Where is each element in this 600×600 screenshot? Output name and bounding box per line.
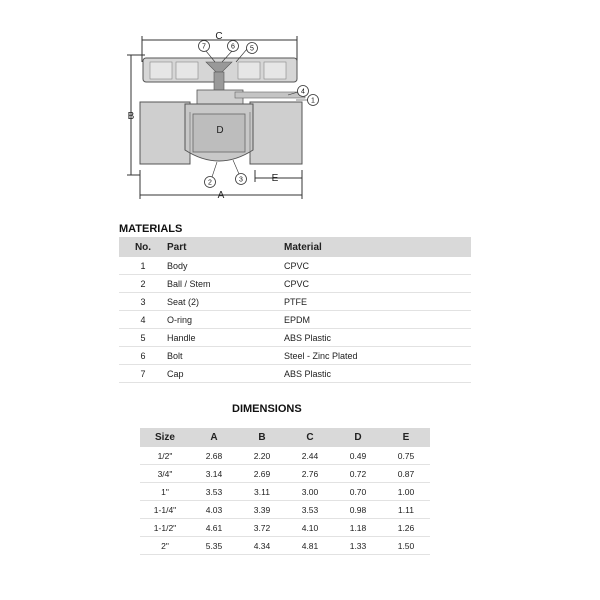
header-d: D xyxy=(334,428,382,447)
cell-b: 3.39 xyxy=(238,501,286,519)
cell-d: 1.18 xyxy=(334,519,382,537)
cell-a: 3.53 xyxy=(190,483,238,501)
callout-1: 1 xyxy=(311,97,315,105)
cell-c: 2.76 xyxy=(286,465,334,483)
cell-part: Seat (2) xyxy=(167,293,284,311)
cell-a: 2.68 xyxy=(190,447,238,465)
cell-size: 1/2" xyxy=(140,447,190,465)
cell-b: 3.11 xyxy=(238,483,286,501)
cell-a: 4.03 xyxy=(190,501,238,519)
callout-6: 6 xyxy=(231,43,235,51)
cell-e: 1.00 xyxy=(382,483,430,501)
callout-4: 4 xyxy=(301,88,305,96)
cell-part: Body xyxy=(167,257,284,275)
cell-part: Handle xyxy=(167,329,284,347)
dimensions-table xyxy=(140,428,430,555)
cell-b: 2.69 xyxy=(238,465,286,483)
cell-b: 3.72 xyxy=(238,519,286,537)
header-part: Part xyxy=(167,237,284,257)
stem xyxy=(214,72,224,92)
header-material: Material xyxy=(284,237,471,257)
cell-e: 1.11 xyxy=(382,501,430,519)
dimension-label-e: E xyxy=(271,173,279,184)
cell-no: 2 xyxy=(119,275,167,293)
table-row xyxy=(140,501,430,519)
table-row xyxy=(140,537,430,555)
header-no: No. xyxy=(119,237,167,257)
table-row xyxy=(140,519,430,537)
cell-b: 4.34 xyxy=(238,537,286,555)
cell-c: 3.00 xyxy=(286,483,334,501)
materials-title: MATERIALS xyxy=(119,223,183,235)
cell-material: CPVC xyxy=(284,257,471,275)
cell-e: 1.50 xyxy=(382,537,430,555)
cell-b: 2.20 xyxy=(238,447,286,465)
table-row xyxy=(119,293,471,311)
cell-no: 5 xyxy=(119,329,167,347)
table-row xyxy=(119,275,471,293)
cell-no: 3 xyxy=(119,293,167,311)
cell-material: PTFE xyxy=(284,293,471,311)
cell-a: 4.61 xyxy=(190,519,238,537)
cell-a: 5.35 xyxy=(190,537,238,555)
cell-size: 2" xyxy=(140,537,190,555)
cell-e: 0.75 xyxy=(382,447,430,465)
table-row xyxy=(119,257,471,275)
cell-c: 3.53 xyxy=(286,501,334,519)
cell-part: Cap xyxy=(167,365,284,383)
header-c: C xyxy=(286,428,334,447)
cell-material: ABS Plastic xyxy=(284,329,471,347)
table-row xyxy=(119,311,471,329)
cell-material: EPDM xyxy=(284,311,471,329)
cell-e: 1.26 xyxy=(382,519,430,537)
cell-part: O-ring xyxy=(167,311,284,329)
dimension-label-b: B xyxy=(127,111,135,122)
cell-no: 6 xyxy=(119,347,167,365)
cell-d: 1.33 xyxy=(334,537,382,555)
callout-5: 5 xyxy=(250,45,254,53)
cell-d: 0.49 xyxy=(334,447,382,465)
dimension-label-d: D xyxy=(216,125,224,136)
cell-size: 1-1/4" xyxy=(140,501,190,519)
cell-material: Steel - Zinc Plated xyxy=(284,347,471,365)
table-row xyxy=(119,347,471,365)
header-e: E xyxy=(382,428,430,447)
table-row xyxy=(119,329,471,347)
cell-part: Bolt xyxy=(167,347,284,365)
cell-d: 0.98 xyxy=(334,501,382,519)
cell-material: ABS Plastic xyxy=(284,365,471,383)
table-row xyxy=(140,483,430,501)
header-b: B xyxy=(238,428,286,447)
cell-d: 0.70 xyxy=(334,483,382,501)
header-a: A xyxy=(190,428,238,447)
cell-e: 0.87 xyxy=(382,465,430,483)
cell-c: 4.10 xyxy=(286,519,334,537)
table-row xyxy=(140,447,430,465)
dimensions-title: DIMENSIONS xyxy=(232,403,302,415)
dimension-label-c: C xyxy=(215,31,223,42)
table-row xyxy=(140,465,430,483)
materials-table xyxy=(119,237,471,383)
materials-header-row xyxy=(119,237,471,257)
cell-no: 1 xyxy=(119,257,167,275)
cell-c: 2.44 xyxy=(286,447,334,465)
cell-a: 3.14 xyxy=(190,465,238,483)
cell-size: 1" xyxy=(140,483,190,501)
cell-no: 7 xyxy=(119,365,167,383)
cell-c: 4.81 xyxy=(286,537,334,555)
cell-material: CPVC xyxy=(284,275,471,293)
cell-no: 4 xyxy=(119,311,167,329)
cell-d: 0.72 xyxy=(334,465,382,483)
table-row xyxy=(119,365,471,383)
dimension-label-a: A xyxy=(217,190,225,201)
callout-3: 3 xyxy=(239,176,243,184)
cell-part: Ball / Stem xyxy=(167,275,284,293)
cell-size: 1-1/2" xyxy=(140,519,190,537)
callout-7: 7 xyxy=(202,43,206,51)
cell-size: 3/4" xyxy=(140,465,190,483)
valve-dimension-drawing xyxy=(115,30,330,205)
header-size: Size xyxy=(140,428,190,447)
dimensions-header-row xyxy=(140,428,430,447)
callout-2: 2 xyxy=(208,179,212,187)
